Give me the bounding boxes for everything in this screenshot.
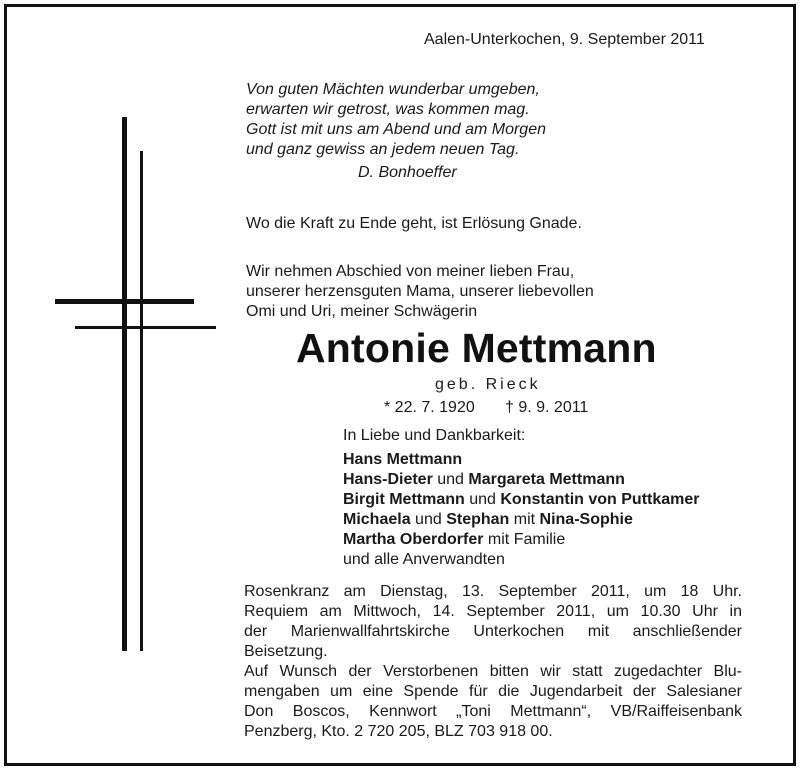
birth-date: * 22. 7. 1920 xyxy=(384,399,475,416)
donation-line: Penzberg, Kto. 2 720 205, BLZ 703 918 00. xyxy=(244,723,553,740)
cross-horizontal-top xyxy=(55,299,194,304)
mourner-line xyxy=(343,490,700,510)
mourner-name: Martha Oberdorfer xyxy=(343,531,484,548)
poem-author: D. Bonhoeffer xyxy=(358,164,457,181)
death-date: † 9. 9. 2011 xyxy=(505,399,589,416)
poem-line: erwarten wir getrost, was kommen mag. xyxy=(246,101,530,118)
cross-vertical-left xyxy=(122,117,127,651)
mourner-line xyxy=(343,450,462,470)
cross-horizontal-bottom xyxy=(75,326,216,329)
mourner-name: Hans Mettmann xyxy=(343,451,463,468)
mourner-name: Michaela xyxy=(343,511,411,528)
mourner-line: und alle Anverwandten xyxy=(343,551,505,568)
intro-line: Wir nehmen Abschied von meiner lieben Frau, xyxy=(246,263,575,280)
donation-info xyxy=(244,662,742,742)
mourner-name: Birgit Mettmann xyxy=(343,491,465,508)
service-line: Rosenkranz am Dienstag, 13. September 2011, um 18 Uhr. xyxy=(244,583,742,600)
mourner-name: Nina-Sophie xyxy=(539,511,633,528)
service-line: Requiem am Mittwoch, 14. September 2011, um 10.30 Uhr in xyxy=(244,603,742,620)
donation-line: mengaben um eine Spende für die Jugendarbeit der Salesianer xyxy=(244,683,742,700)
donation-line: Don Boscos, Kennwort „Toni Mettmann“, VB/Raiffeisenbank xyxy=(244,703,742,720)
mourner-name: Stephan xyxy=(446,511,510,528)
mourners-heading: In Liebe und Dankbarkeit: xyxy=(343,427,526,444)
connector: mit Familie xyxy=(483,531,566,548)
connector: und xyxy=(410,511,447,528)
motto: Wo die Kraft zu Ende geht, ist Erlösung Gnade. xyxy=(246,215,582,232)
intro-line: unserer herzensguten Mama, unserer liebevollen xyxy=(246,283,594,300)
mourner-line xyxy=(343,510,633,530)
mourner-line xyxy=(343,530,565,550)
connector: mit xyxy=(509,511,540,528)
mourner-line xyxy=(343,470,625,490)
deceased-name: Antonie Mettmann xyxy=(296,325,657,371)
service-line: Beisetzung. xyxy=(244,643,328,660)
poem-line: Von guten Mächten wunderbar umgeben, xyxy=(246,81,540,98)
service-info xyxy=(244,582,742,662)
service-line: der Marienwallfahrtskirche Unterkochen mit anschließender xyxy=(244,623,742,640)
connector: und xyxy=(464,491,501,508)
intro-line: Omi und Uri, meiner Schwägerin xyxy=(246,303,478,320)
poem-line: und ganz gewiss an jedem neuen Tag. xyxy=(246,141,520,158)
connector: und xyxy=(432,471,469,488)
mourner-name: Hans-Dieter xyxy=(343,471,433,488)
mourner-name: Konstantin von Puttkamer xyxy=(500,491,700,508)
donation-line: Auf Wunsch der Verstorbenen bitten wir statt zugedachter Blu- xyxy=(244,663,742,680)
birth-name: geb. Rieck xyxy=(435,376,541,393)
cross-vertical-right xyxy=(140,151,143,651)
place-date: Aalen-Unterkochen, 9. September 2011 xyxy=(424,31,705,48)
mourner-name: Margareta Mettmann xyxy=(468,471,625,488)
poem-line: Gott ist mit uns am Abend und am Morgen xyxy=(246,121,546,138)
